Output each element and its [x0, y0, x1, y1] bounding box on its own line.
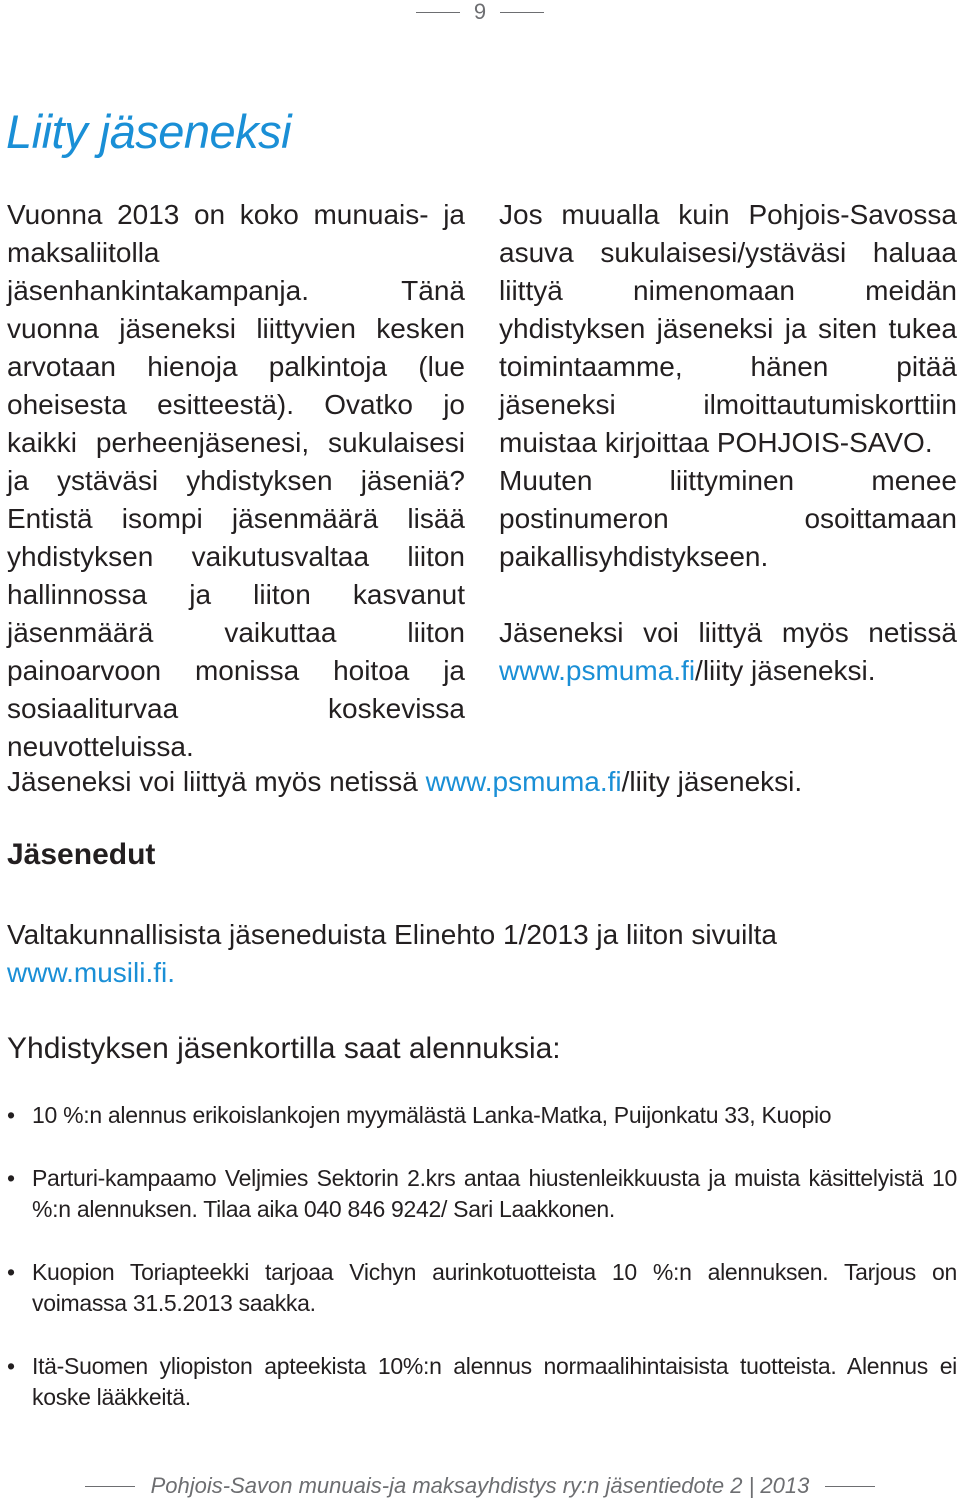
page-title: Liity jäseneksi [6, 105, 292, 158]
intro-paragraph: Vuonna 2013 on koko munuais- ja maksaliitolla jäsenhankintakampanja. Tänä vuonna jäseneksi liittyvien kesken arvotaan hienoja palkintoja (lue oheisesta esitteestä). Ovatko jo kaikki perheenjäsenesi, sukulaisesi ja ystäväsi yhdistyksen jäseniä? Entistä isompi jäsenmäärä lisää yhdistyksen vaikutusvaltaa liiton hallinnossa ja liiton kasvanut jäsenmäärä vaikuttaa liiton painoarvoon monissa hoitoa ja sosiaaliturvaa koskevissa neuvotteluissa. [7, 199, 465, 762]
footer-rule-right [825, 1486, 875, 1487]
list-item: • Itä-Suomen yliopiston apteekista 10%:n alennus normaalihintaisista tuotteista. Alennus ei koske lääkkeitä. [7, 1351, 957, 1413]
page-number [410, 0, 550, 24]
join-online-line [7, 763, 957, 801]
page-number-rule-right [500, 12, 544, 13]
footer-text: Pohjois-Savon munuais-ja maksayhdistys ry:n jäsentiedote 2 | 2013 [150, 1473, 810, 1498]
musili-link[interactable]: www.musili.fi. [7, 957, 176, 988]
psmuma-link[interactable]: www.psmuma.fi [499, 655, 696, 686]
online-join-suffix: /liity jäseneksi. [695, 655, 876, 686]
online-join-text: Jäseneksi voi liittyä myös netissä [499, 617, 957, 648]
other-region-column [499, 196, 957, 690]
national-benefits-text: Valtakunnallisista jäseneduista Elinehto 1/2013 ja liiton sivuilta [7, 919, 777, 950]
other-region-paragraph: Jos muualla kuin Pohjois-Savossa asuva sukulaisesi/ystäväsi haluaa liittyä nimenomaan meidän yhdistyksen jäseneksi ja siten tukea toimintaamme, hänen pitää jäseneksi ilmoittautumiskorttiin muistaa kirjoittaa POHJOIS-SAVO. [499, 199, 957, 458]
intro-column [7, 196, 465, 766]
national-benefits [7, 916, 957, 992]
postcode-paragraph: Muuten liittyminen menee postinumeron osoittamaan paikallisyhdistykseen. [499, 465, 957, 572]
psmuma-link-2[interactable]: www.psmuma.fi [425, 766, 622, 797]
paragraph-gap [499, 576, 957, 614]
benefits-heading: Jäsenedut [7, 838, 156, 871]
list-item: • Kuopion Toriapteekki tarjoaa Vichyn aurinkotuotteista 10 %:n alennuksen. Tarjous on voimassa 31.5.2013 saakka. [7, 1257, 957, 1319]
footer-rule-left [85, 1486, 135, 1487]
join-online-suffix: /liity jäseneksi. [621, 766, 803, 797]
page-number-text: 9 [473, 0, 487, 24]
discounts-heading: Yhdistyksen jäsenkortilla saat alennuksia: [7, 1032, 561, 1065]
list-item: • 10 %:n alennus erikoislankojen myymälästä Lanka-Matka, Puijonkatu 33, Kuopio [7, 1100, 957, 1131]
list-item: • Parturi-kampaamo Veljmies Sektorin 2.krs antaa hiustenleikkuusta ja muista käsittelyistä 10 %:n alennuksen. Tilaa aika 040 846 9242/ Sari Laakkonen. [7, 1163, 957, 1225]
page-number-rule-left [416, 12, 460, 13]
page-footer [50, 1470, 910, 1502]
online-join-paragraph [499, 614, 957, 690]
join-online-text: Jäseneksi voi liittyä myös netissä [7, 766, 426, 797]
discount-list [7, 1100, 957, 1413]
